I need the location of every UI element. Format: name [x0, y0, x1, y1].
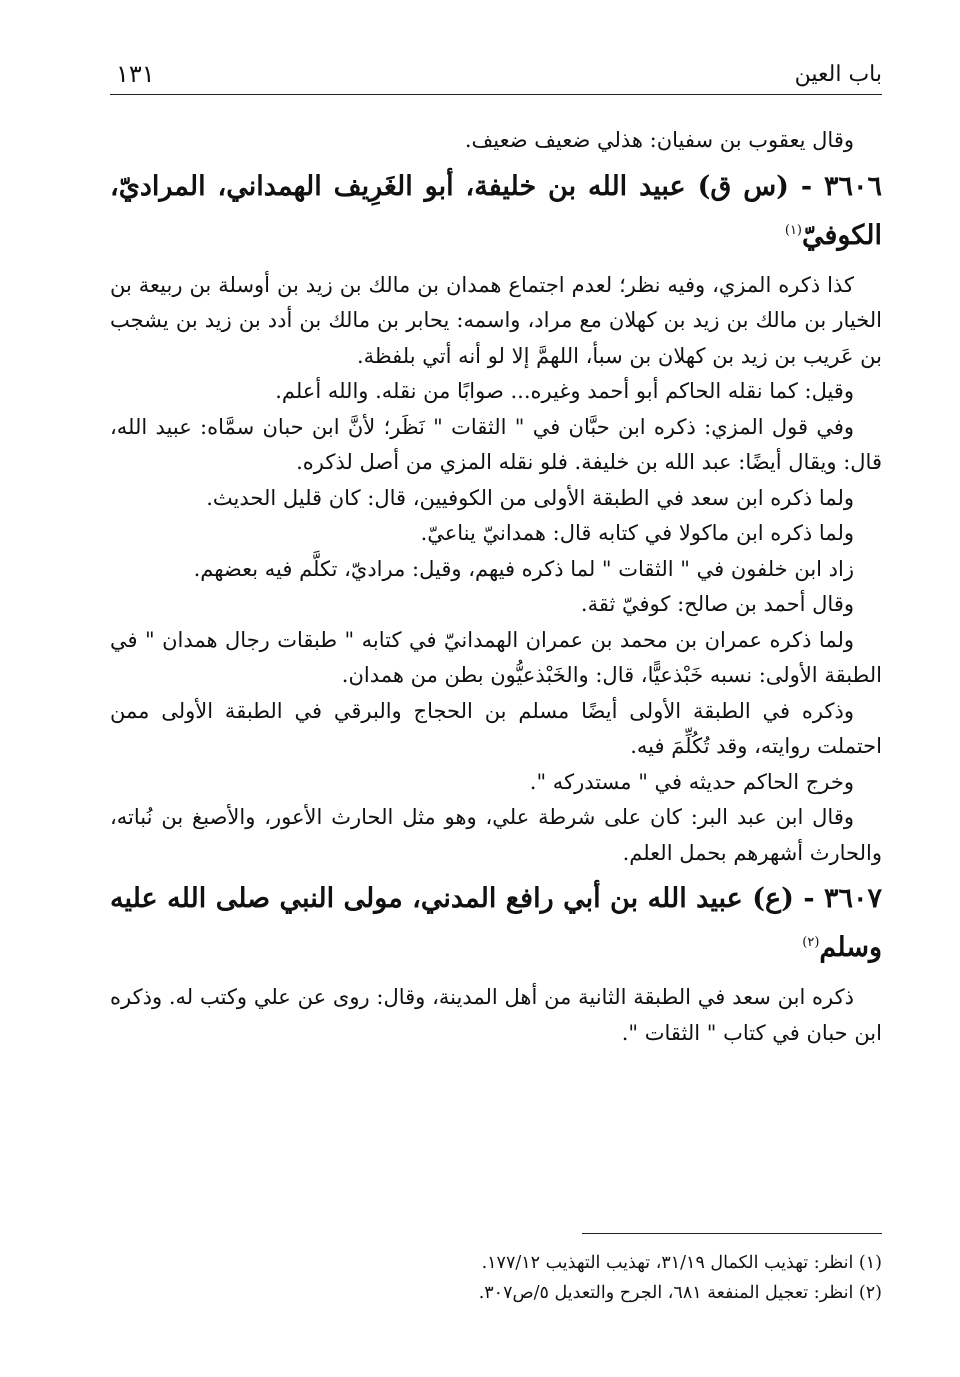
entry-heading-text: ٣٦٠٦ - (س ق) عبيد الله بن خليفة، أبو الغَرِيف الهمداني، المراديّ، الكوفيّ [110, 170, 882, 251]
footnote: (٢) انظر: تعجيل المنفعة ٦٨١، الجرح والتعديل ٥/ص٣٠٧. [478, 1283, 882, 1303]
paragraph: زاد ابن خلفون في " الثقات " لما ذكره فيهم، وقيل: مراديّ، تكلَّم فيه بعضهم. [193, 556, 854, 581]
paragraph: وخرج الحاكم حديثه في " مستدركه ". [529, 769, 854, 794]
paragraph: وفي قول المزي: ذكره ابن حبَّان في " الثقات " نَظَر؛ لأنَّ ابن حبان سمَّاه: عبيد الله، قال: ويقال أيضًا: عبد الله بن خليفة. فلو نقله المزي من أصل لذكره. [110, 414, 882, 474]
chapter-title: باب العين [794, 62, 882, 87]
paragraph: وقيل: كما نقله الحاكم أبو أحمد وغيره... صوابًا من نقله. والله أعلم. [275, 379, 854, 403]
footnote-divider [582, 1233, 882, 1234]
paragraph: وقال أحمد بن صالح: كوفيّ ثقة. [580, 592, 854, 616]
paragraph: وذكره في الطبقة الأولى أيضًا مسلم بن الحجاج والبرقي في الطبقة الأولى ممن احتملت روايته، وقد تُكُلِّمَ فيه. [110, 698, 882, 758]
footnote-ref: (٢) [802, 935, 820, 950]
footnote-ref: (١) [784, 222, 802, 238]
paragraph: وقال يعقوب بن سفيان: هذلي ضعيف ضعيف. [464, 128, 854, 152]
running-header [110, 58, 882, 95]
page-number: ١٣١ [116, 60, 155, 88]
paragraph: كذا ذكره المزي، وفيه نظر؛ لعدم اجتماع همدان بن مالك بن زيد بن أوسلة بن ربيعة بن الخيار بن مالك بن زيد بن كهلان مع مراد، واسمه: يحابر بن مالك بن أدد بن زيد بن يشجب بن عَريب بن زيد بن كهلان بن سبأ، اللهمَّ إلا لو أنه أتي بلفظة. [110, 272, 882, 368]
paragraph: وقال ابن عبد البر: كان على شرطة علي، وهو مثل الحارث الأعور، والأصبغ بن نُباته، والحارث أشهرهم بحمل العلم. [110, 805, 882, 865]
entry-heading-3607 [110, 877, 882, 970]
paragraph: ذكره ابن سعد في الطبقة الثانية من أهل المدينة، وقال: روى عن علي وكتب له. وذكره ابن حبان في كتاب " الثقات ". [110, 985, 882, 1045]
footnotes [110, 1233, 882, 1308]
entry-heading-3606 [110, 165, 882, 258]
entry-heading-text: ٣٦٠٧ - (ع) عبيد الله بن أبي رافع المدني، مولى النبي صلى الله عليه وسلم [110, 883, 882, 963]
paragraph: ولما ذكره عمران بن محمد بن عمران الهمدانيّ في كتابه " طبقات رجال همدان " في الطبقة الأولى: نسبه خَبْذعيًّا، قال: والخَبْذعيُّون بطن من همدان. [110, 627, 882, 687]
paragraph: ولما ذكره ابن ماكولا في كتابه قال: همدانيّ يناعيّ. [420, 521, 854, 545]
book-page [110, 58, 882, 1348]
paragraph: ولما ذكره ابن سعد في الطبقة الأولى من الكوفيين، قال: كان قليل الحديث. [206, 485, 854, 510]
footnote: (١) انظر: تهذيب الكمال ٣١/١٩، تهذيب التهذيب ١٧٧/١٢. [481, 1253, 882, 1273]
page-body [110, 123, 882, 1051]
